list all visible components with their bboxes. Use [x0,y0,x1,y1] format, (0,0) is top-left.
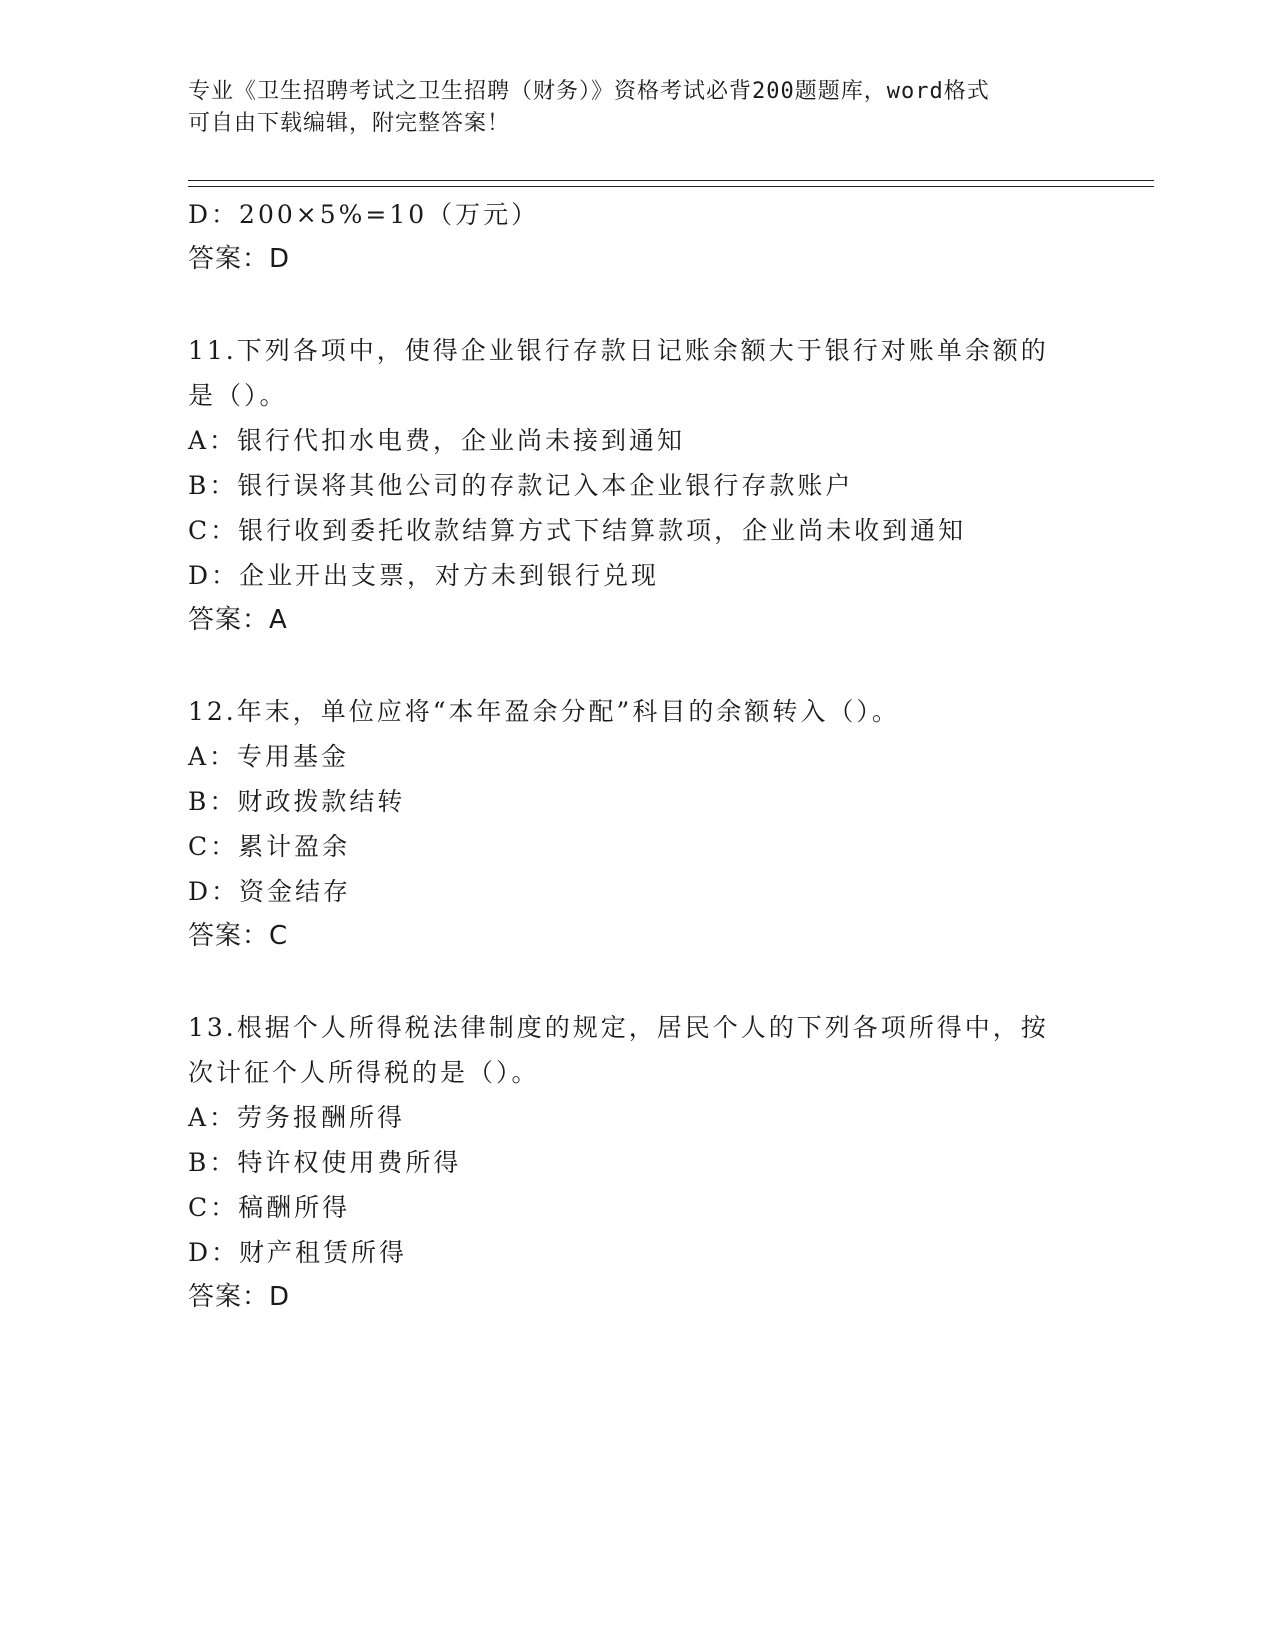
option-d: D：200×5%=10（万元） [188,200,540,229]
question-13 [188,1005,1148,1320]
answer-line: 答案：A [188,605,288,635]
option-d: D：资金结存 [188,877,352,906]
option-a: A：专用基金 [188,742,350,771]
option-d: D：财产租赁所得 [188,1238,408,1267]
document-header [188,76,1088,140]
option-a: A：银行代扣水电费，企业尚未接到通知 [188,426,686,455]
option-b: B：特许权使用费所得 [188,1148,462,1177]
header-title-line-1: 专业《卫生招聘考试之卫生招聘（财务）》资格考试必背200题题库，word格式 [188,79,990,104]
previous-question-tail [188,192,1148,282]
question-stem-line-1: 12.年末，单位应将“本年盈余分配”科目的余额转入（）。 [188,697,900,726]
question-12 [188,689,1148,959]
answer-line: 答案：C [188,921,289,951]
option-b: B：银行误将其他公司的存款记入本企业银行存款账户 [188,471,854,500]
question-stem-line-2: 是（）。 [188,381,288,410]
header-divider-bottom [188,186,1154,187]
option-b: B：财政拨款结转 [188,787,406,816]
spacer [188,959,1148,1005]
question-content [188,192,1148,1320]
question-stem-line-2: 次计征个人所得税的是（）。 [188,1058,540,1087]
answer-line: 答案：D [188,244,291,274]
option-c: C：银行收到委托收款结算方式下结算款项，企业尚未收到通知 [188,516,967,545]
option-a: A：劳务报酬所得 [188,1103,406,1132]
spacer [188,282,1148,328]
question-stem-line-1: 13.根据个人所得税法律制度的规定，居民个人的下列各项所得中，按 [188,1013,1049,1042]
header-divider-top [188,180,1154,181]
option-d: D：企业开出支票，对方未到银行兑现 [188,561,660,590]
option-c: C：累计盈余 [188,832,351,861]
answer-line: 答案：D [188,1282,291,1312]
option-c: C：稿酬所得 [188,1193,351,1222]
question-11 [188,328,1148,643]
spacer [188,643,1148,689]
question-stem-line-1: 11.下列各项中，使得企业银行存款日记账余额大于银行对账单余额的 [188,336,1049,365]
header-title-line-2: 可自由下载编辑，附完整答案！ [188,111,511,136]
